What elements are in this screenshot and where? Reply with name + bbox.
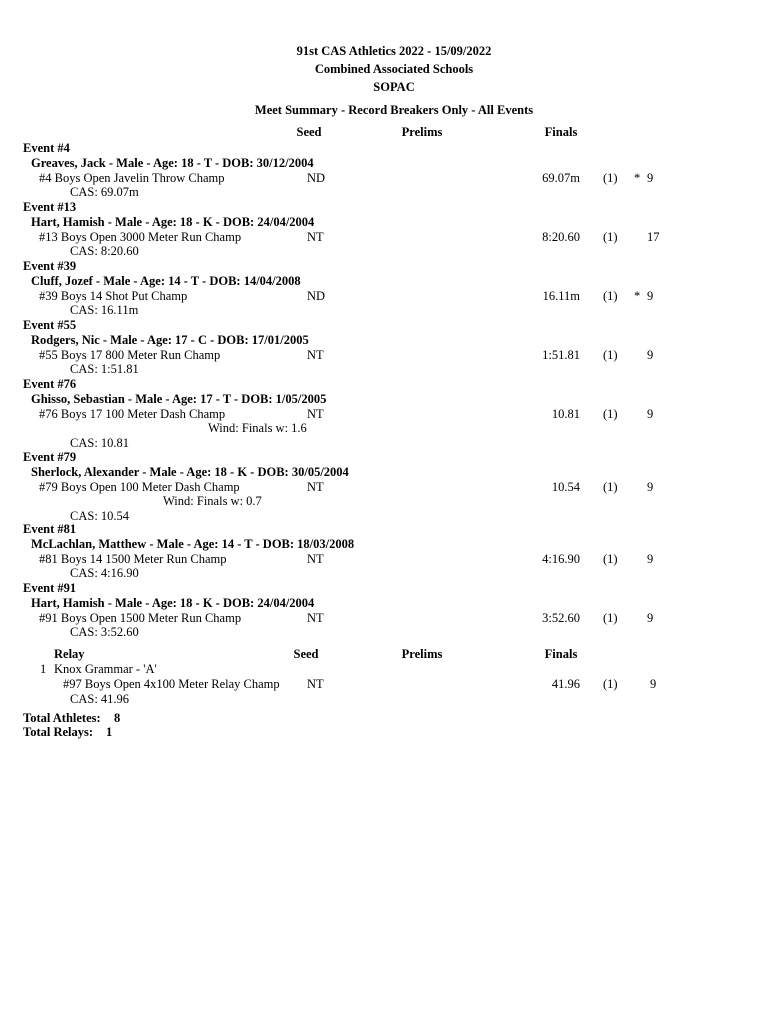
event-seed: NT	[307, 230, 324, 244]
relay-rank: 1	[40, 662, 47, 676]
event-label: Event #39	[23, 259, 77, 273]
record-line: CAS: 10.81	[70, 436, 130, 450]
event-finals-result: 8:20.60	[542, 230, 580, 244]
event-seed: ND	[307, 171, 326, 185]
event-seed: ND	[307, 289, 326, 303]
event-label: Event #81	[23, 522, 77, 536]
event-place: (1)	[603, 348, 618, 362]
record-flag: *	[634, 171, 641, 185]
event-seed: NT	[307, 407, 324, 421]
relay-header-prelims: Prelims	[401, 647, 443, 661]
relay-header-relay: Relay	[54, 647, 85, 661]
event-place: (1)	[603, 230, 618, 244]
relay-header-finals: Finals	[544, 647, 578, 661]
athlete-line: Hart, Hamish - Male - Age: 18 - K - DOB: 24/04/2004	[31, 215, 315, 229]
meet-title: 91st CAS Athletics 2022 - 15/09/2022	[296, 44, 492, 58]
event-points: 9	[647, 552, 654, 566]
athlete-line: Sherlock, Alexander - Male - Age: 18 - K - DOB: 30/05/2004	[31, 465, 349, 479]
record-line: CAS: 8:20.60	[70, 244, 139, 258]
event-place: (1)	[603, 407, 618, 421]
event-seed: NT	[307, 480, 324, 494]
event-place: (1)	[603, 171, 618, 185]
column-header-seed: Seed	[296, 125, 322, 139]
event-points: 9	[647, 289, 654, 303]
event-place: (1)	[603, 611, 618, 625]
event-points: 9	[647, 348, 654, 362]
organization-name: Combined Associated Schools	[314, 62, 474, 76]
record-line: CAS: 1:51.81	[70, 362, 139, 376]
athlete-line: Cluff, Jozef - Male - Age: 14 - T - DOB: 14/04/2008	[31, 274, 301, 288]
event-finals-result: 69.07m	[542, 171, 580, 185]
event-name: #39 Boys 14 Shot Put Champ	[39, 289, 188, 303]
event-name: #81 Boys 14 1500 Meter Run Champ	[39, 552, 227, 566]
record-line: CAS: 69.07m	[70, 185, 139, 199]
event-finals-result: 3:52.60	[542, 611, 580, 625]
record-line: CAS: 4:16.90	[70, 566, 139, 580]
total-athletes-value: 8	[114, 711, 121, 725]
event-finals-result: 16.11m	[542, 289, 580, 303]
relay-seed: NT	[307, 677, 324, 691]
event-finals-result: 1:51.81	[542, 348, 580, 362]
relay-place: (1)	[603, 677, 618, 691]
event-name: #4 Boys Open Javelin Throw Champ	[39, 171, 225, 185]
event-place: (1)	[603, 480, 618, 494]
event-points: 17	[647, 230, 660, 244]
record-line: CAS: 3:52.60	[70, 625, 139, 639]
total-relays-value: 1	[106, 725, 113, 739]
record-line: CAS: 10.54	[70, 509, 130, 523]
event-name: #13 Boys Open 3000 Meter Run Champ	[39, 230, 242, 244]
relay-points: 9	[650, 677, 657, 691]
venue-name: SOPAC	[373, 80, 415, 94]
relay-header-seed: Seed	[293, 647, 319, 661]
event-seed: NT	[307, 348, 324, 362]
event-finals-result: 10.81	[551, 407, 580, 421]
event-seed: NT	[307, 611, 324, 625]
wind-reading: Wind: Finals w: 0.7	[163, 494, 262, 508]
relay-team: Knox Grammar - 'A'	[54, 662, 157, 676]
record-line: CAS: 16.11m	[70, 303, 139, 317]
event-seed: NT	[307, 552, 324, 566]
athlete-line: Ghisso, Sebastian - Male - Age: 17 - T - DOB: 1/05/2005	[31, 392, 327, 406]
total-athletes-label: Total Athletes:	[23, 711, 101, 725]
event-label: Event #76	[23, 377, 77, 391]
event-label: Event #4	[23, 141, 70, 155]
wind-reading: Wind: Finals w: 1.6	[208, 421, 307, 435]
event-label: Event #79	[23, 450, 77, 464]
relay-event-name: #97 Boys Open 4x100 Meter Relay Champ	[63, 677, 280, 691]
event-name: #76 Boys 17 100 Meter Dash Champ	[39, 407, 226, 421]
column-header-finals: Finals	[544, 125, 578, 139]
record-flag: *	[634, 289, 641, 303]
athlete-line: Hart, Hamish - Male - Age: 18 - K - DOB: 24/04/2004	[31, 596, 315, 610]
athlete-line: Rodgers, Nic - Male - Age: 17 - C - DOB: 17/01/2005	[31, 333, 309, 347]
event-name: #55 Boys 17 800 Meter Run Champ	[39, 348, 221, 362]
event-points: 9	[647, 171, 654, 185]
total-relays-label: Total Relays:	[23, 725, 94, 739]
relay-finals-result: 41.96	[551, 677, 580, 691]
event-finals-result: 10.54	[551, 480, 580, 494]
event-place: (1)	[603, 289, 618, 303]
event-label: Event #13	[23, 200, 77, 214]
event-finals-result: 4:16.90	[542, 552, 580, 566]
event-name: #79 Boys Open 100 Meter Dash Champ	[39, 480, 240, 494]
athlete-line: McLachlan, Matthew - Male - Age: 14 - T - DOB: 18/03/2008	[31, 537, 355, 551]
event-place: (1)	[603, 552, 618, 566]
relay-record: CAS: 41.96	[70, 692, 130, 706]
event-label: Event #55	[23, 318, 77, 332]
athlete-line: Greaves, Jack - Male - Age: 18 - T - DOB: 30/12/2004	[31, 156, 314, 170]
report-title: Meet Summary - Record Breakers Only - All Events	[254, 103, 534, 117]
event-points: 9	[647, 407, 654, 421]
event-label: Event #91	[23, 581, 77, 595]
event-name: #91 Boys Open 1500 Meter Run Champ	[39, 611, 242, 625]
event-points: 9	[647, 480, 654, 494]
event-points: 9	[647, 611, 654, 625]
column-header-prelims: Prelims	[401, 125, 443, 139]
